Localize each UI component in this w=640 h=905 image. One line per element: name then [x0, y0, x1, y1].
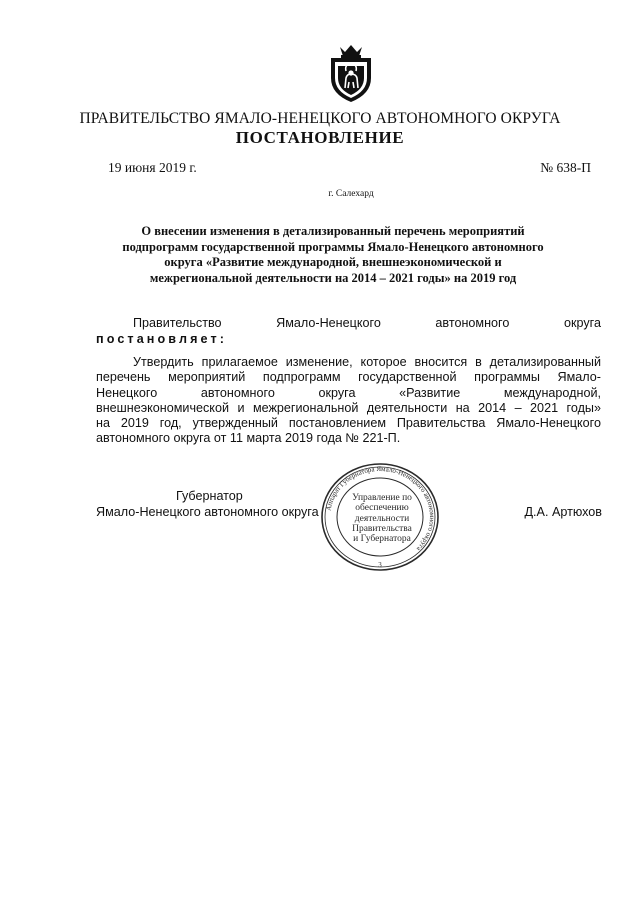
body-line: Утвердить прилагаемое изменение, которое вносится в детализированный	[133, 355, 601, 369]
signatory-title: Губернатор	[176, 489, 243, 503]
stamp-ring-text: Аппарат Губернатора Ямало-Ненецкого автономного округа	[324, 464, 437, 553]
stamp-line: деятельности	[354, 513, 410, 524]
body-line: перечень мероприятий подпрограмм государственной программы Ямало-	[96, 370, 601, 385]
body-line: внешнеэкономической и межрегиональной деятельности на 2014 – 2021 годы»	[96, 400, 601, 415]
signatory-organization: Ямало-Ненецкого автономного округа	[96, 505, 319, 519]
intro-word: Правительство	[133, 316, 222, 330]
coat-of-arms-icon	[327, 44, 375, 104]
body-line: Ненецкого автономного округа «Развитие международной,	[96, 385, 601, 400]
decree-body	[96, 355, 601, 447]
decree-verb: постановляет:	[96, 331, 228, 346]
title-line: округа «Развитие международной, внешнеэкономической и	[164, 255, 502, 269]
document-title	[98, 224, 568, 286]
body-line: на 2019 год, утвержденный постановлением Правительства Ямало-Ненецкого	[96, 416, 601, 431]
body-line: автономного округа от 11 марта 2019 года № 221-П.	[96, 431, 401, 446]
title-line: подпрограмм государственной программы Ямало-Ненецкого автономного	[122, 239, 544, 254]
document-type: ПОСТАНОВЛЕНИЕ	[235, 128, 405, 147]
stamp-line: Управление по	[352, 493, 412, 503]
stamp-number: 3	[378, 561, 382, 569]
intro-word: Ямало-Ненецкого	[276, 316, 381, 330]
stamp-line: и Губернатора	[353, 534, 411, 545]
title-line: О внесении изменения в детализированный перечень мероприятий	[141, 224, 525, 238]
stamp-line: обеспечению	[355, 503, 409, 514]
government-name: ПРАВИТЕЛЬСТВО ЯМАЛО-НЕНЕЦКОГО АВТОНОМНОГО ОКРУГА	[79, 110, 561, 127]
signatory-name: Д.А. Артюхов	[524, 505, 602, 519]
intro-word: округа	[563, 316, 601, 330]
stamp-line: Правительства	[352, 523, 412, 534]
document-number: № 638-П	[540, 160, 591, 175]
intro-word: автономного	[435, 316, 510, 330]
document-city: г. Салехард	[328, 189, 374, 199]
document-date: 19 июня 2019 г.	[108, 160, 197, 175]
decree-intro	[96, 316, 601, 347]
intro-subject	[96, 316, 601, 332]
stamp-center-text	[336, 493, 428, 544]
title-line: межрегиональной деятельности на 2014 – 2021 годы» на 2019 год	[149, 270, 517, 285]
